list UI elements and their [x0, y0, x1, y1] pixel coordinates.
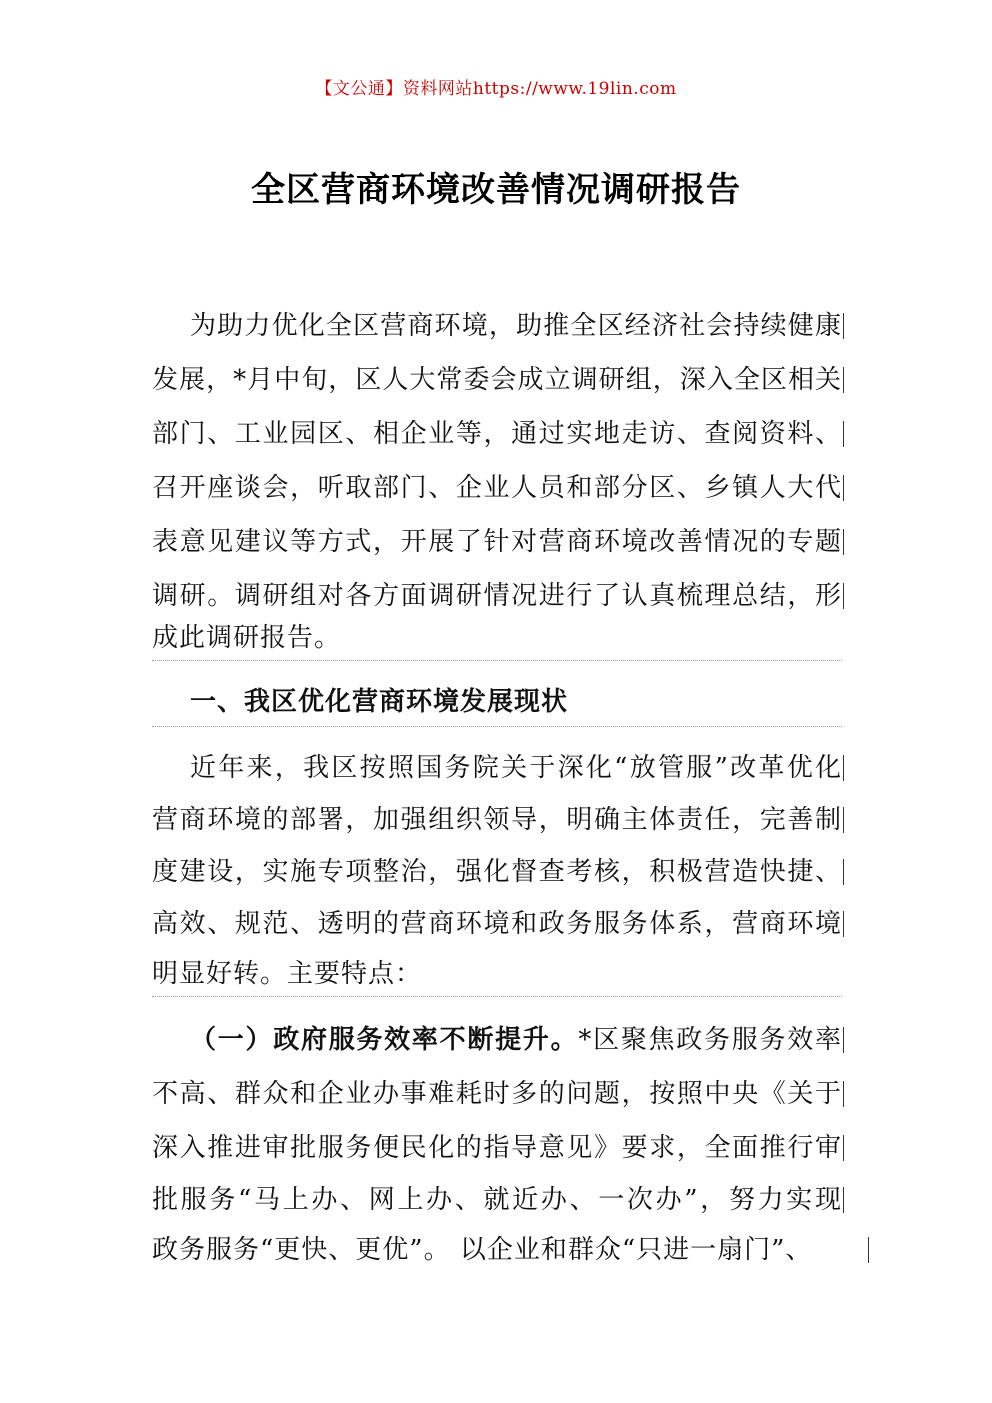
- margin-mark: [843, 807, 844, 833]
- paragraph-divider: [152, 726, 842, 727]
- paragraph-line: 不高、群众和企业办事难耗时多的问题，按照中央《关于: [152, 1079, 842, 1109]
- paragraph-text: *区聚焦政务服务效率: [578, 1025, 842, 1055]
- paragraph-line: 度建设，实施专项整治，强化督查考核，积极营造快捷、: [152, 857, 842, 887]
- margin-mark: [843, 529, 844, 555]
- margin-mark: [843, 859, 844, 885]
- margin-mark: [843, 313, 844, 339]
- document-title: 全区营商环境改善情况调研报告: [251, 170, 741, 210]
- paragraph-line: 成此调研报告。: [152, 623, 342, 653]
- paragraph-line: 批服务“马上办、网上办、就近办、一次办”，努力实现: [152, 1185, 842, 1215]
- paragraph-line: 明显好转。主要特点：: [152, 959, 423, 989]
- margin-mark: [843, 421, 844, 447]
- paragraph-line: 高效、规范、透明的营商环境和政务服务体系，营商环境: [152, 909, 842, 939]
- margin-mark: [868, 1237, 869, 1263]
- section-heading: 一、我区优化营商环境发展现状: [190, 687, 569, 717]
- paragraph-line: 深入推进审批服务便民化的指导意见》要求，全面推行审: [152, 1133, 842, 1163]
- margin-mark: [843, 1135, 844, 1161]
- margin-mark: [843, 755, 844, 781]
- margin-mark: [843, 583, 844, 609]
- header-watermark[interactable]: 【文公通】资料网站https://www.19lin.com: [315, 79, 677, 99]
- margin-mark: [843, 1187, 844, 1213]
- margin-mark: [843, 367, 844, 393]
- paragraph-line: [190, 1024, 842, 1056]
- paragraph-line: 调研。调研组对各方面调研情况进行了认真梳理总结，形: [152, 581, 842, 611]
- paragraph-line: 部门、工业园区、相企业等，通过实地走访、查阅资料、: [152, 419, 842, 449]
- paragraph-line: 近年来，我区按照国务院关于深化“放管服”改革优化: [190, 753, 842, 783]
- margin-mark: [843, 1027, 844, 1053]
- paragraph-line: 发展，*月中旬，区人大常委会成立调研组，深入全区相关: [152, 365, 842, 395]
- margin-mark: [843, 1081, 844, 1107]
- paragraph-divider: [152, 996, 842, 997]
- paragraph-line: 表意见建议等方式，开展了针对营商环境改善情况的专题: [152, 527, 842, 557]
- paragraph-line: 营商环境的部署，加强组织领导，明确主体责任，完善制: [152, 805, 842, 835]
- paragraph-divider: [152, 660, 842, 661]
- paragraph-line: 政务服务“更快、更优”。 以企业和群众“只进一扇门”、: [152, 1235, 813, 1265]
- margin-mark: [843, 911, 844, 937]
- paragraph-line: 召开座谈会，听取部门、企业人员和部分区、乡镇人大代: [152, 473, 842, 503]
- paragraph-line: 为助力优化全区营商环境，助推全区经济社会持续健康: [190, 311, 842, 341]
- margin-mark: [843, 475, 844, 501]
- bold-lead-text: （一）政府服务效率不断提升。: [190, 1025, 579, 1055]
